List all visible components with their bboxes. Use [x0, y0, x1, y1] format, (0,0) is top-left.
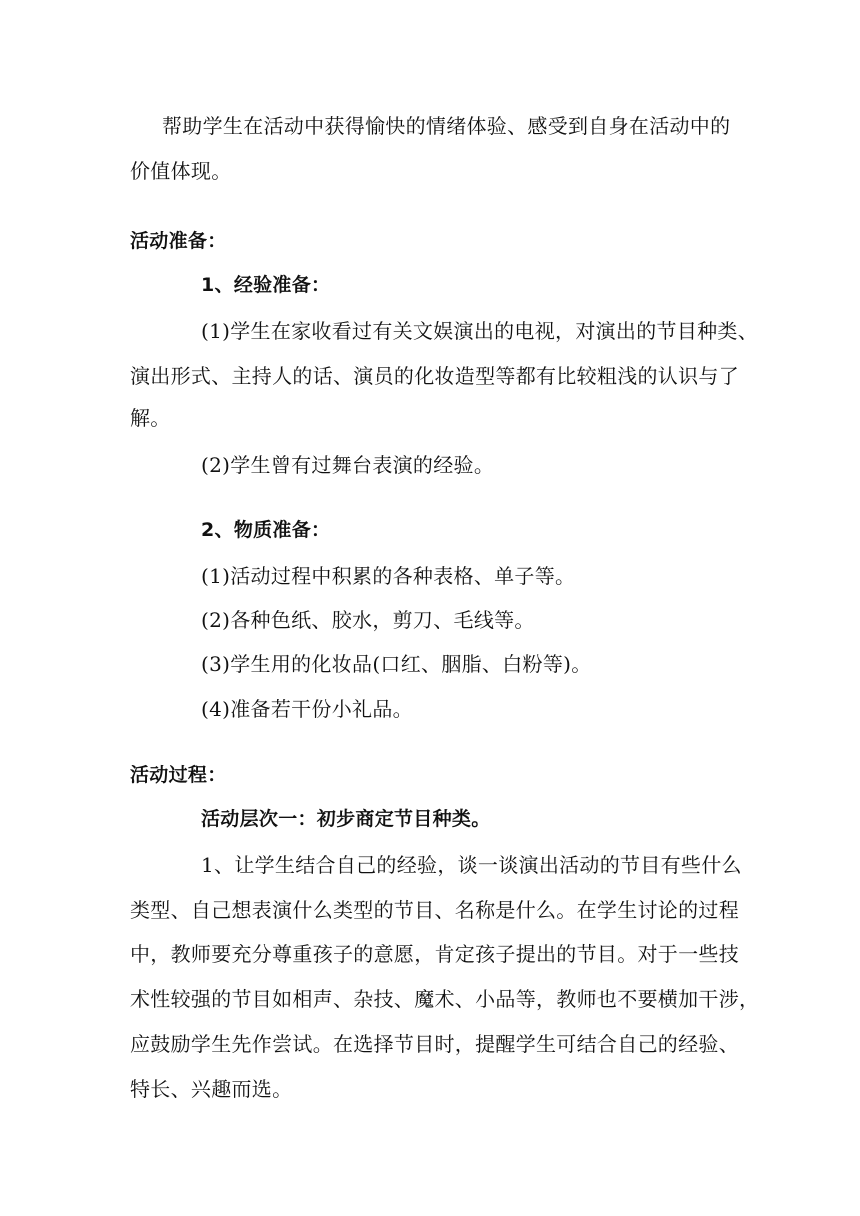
process-para-line-4: 术性较强的节目如相声、杂技、魔术、小品等，教师也不要横加干涉， — [130, 987, 760, 1011]
experience-item-2: (2)学生曾有过舞台表演的经验。 — [201, 453, 495, 477]
section-heading-preparation: 活动准备： — [130, 230, 227, 252]
process-para-line-3: 中，教师要充分尊重孩子的意愿，肯定孩子提出的节目。对于一些技 — [130, 942, 739, 966]
section-heading-process: 活动过程： — [130, 764, 227, 786]
materials-item-3: (3)学生用的化妆品(口红、胭脂、白粉等)。 — [201, 652, 592, 676]
materials-item-4: (4)准备若干份小礼品。 — [201, 697, 413, 721]
experience-item-1-line-3: 解。 — [130, 406, 171, 430]
experience-item-1-line-1: (1)学生在家收看过有关文娱演出的电视，对演出的节目种类、 — [201, 319, 759, 343]
process-para-line-1: 1、让学生结合自己的经验，谈一谈演出活动的节目有些什么 — [201, 853, 742, 877]
experience-item-1-line-2: 演出形式、主持人的话、演员的化妆造型等都有比较粗浅的认识与了 — [130, 364, 739, 388]
subheading-experience: 1、经验准备： — [201, 274, 331, 296]
materials-item-2: (2)各种色纸、胶水，剪刀、毛线等。 — [201, 608, 535, 632]
materials-item-1: (1)活动过程中积累的各种表格、单子等。 — [201, 564, 576, 588]
process-para-line-6: 特长、兴趣而选。 — [130, 1077, 293, 1101]
intro-line-1: 帮助学生在活动中获得愉快的情绪体验、感受到自身在活动中的 — [162, 114, 731, 138]
process-para-line-2: 类型、自己想表演什么类型的节目、名称是什么。在学生讨论的过程 — [130, 898, 739, 922]
process-para-line-5: 应鼓励学生先作尝试。在选择节目时，提醒学生可结合自己的经验、 — [130, 1032, 739, 1056]
subheading-materials: 2、物质准备： — [201, 519, 331, 541]
subheading-level-1: 活动层次一：初步商定节目种类。 — [201, 808, 491, 830]
intro-line-2: 价值体现。 — [130, 159, 232, 183]
